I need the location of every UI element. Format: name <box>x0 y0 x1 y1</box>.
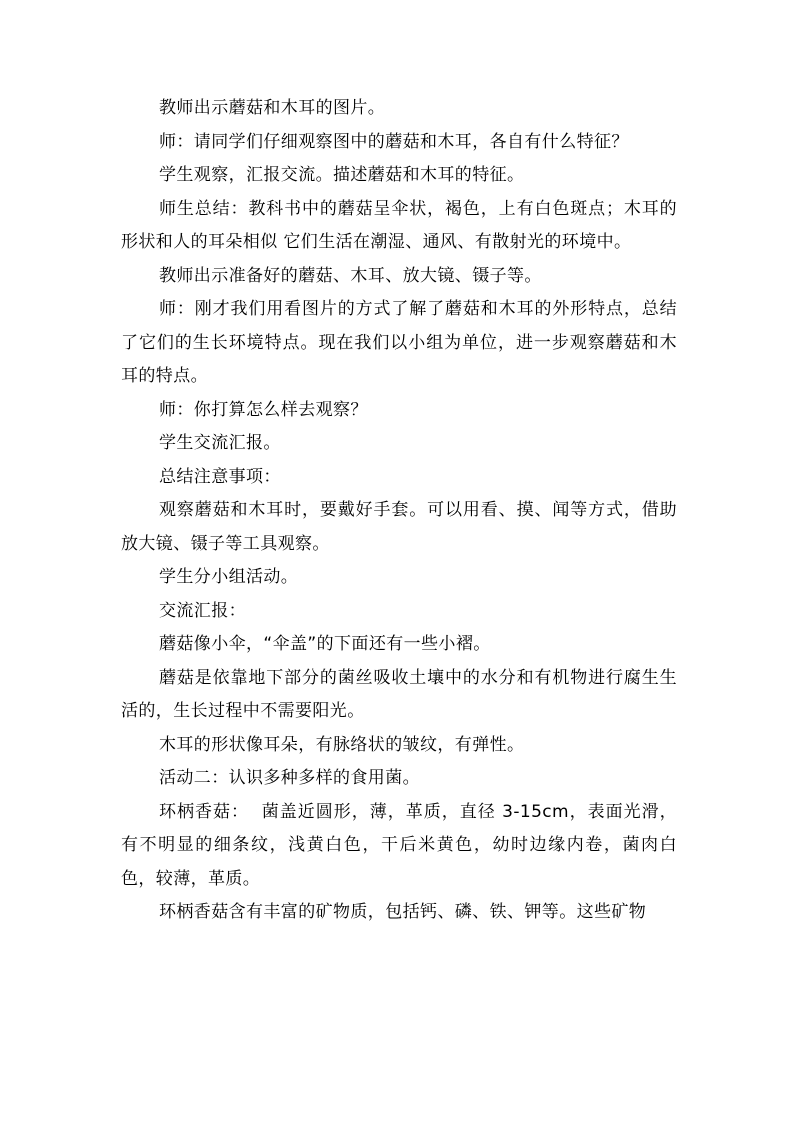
paragraph-summary: 师生总结：教科书中的蘑菇呈伞状，褐色，上有白色斑点；木耳的形状和人的耳朵相似 它们生活在潮湿、通风、有散射光的环境中。 <box>121 198 677 252</box>
paragraph-students-report: 学生交流汇报。 <box>159 433 281 453</box>
paragraph-fungus-shape: 木耳的形状像耳朵，有脉络状的皱纹，有弹性。 <box>159 734 525 755</box>
paragraph-materials: 教师出示准备好的蘑菇、木耳、放大镜、镊子等。 <box>159 265 542 286</box>
paragraph-precautions-heading: 总结注意事项： <box>159 466 281 487</box>
paragraph-group-observation: 师：刚才我们用看图片的方式了解了蘑菇和木耳的外形特点，总结了它们的生长环境特点。现在我们以小组为单位，进一步观察蘑菇和木耳的特点。 <box>121 299 677 386</box>
paragraph-activity-two: 活动二：认识多种多样的食用菌。 <box>159 768 420 788</box>
document-body <box>121 92 677 930</box>
paragraph-mushroom-shape: 蘑菇像小伞，“伞盖”的下面还有一些小褶。 <box>159 634 491 654</box>
paragraph-ring-stalk-mushroom-minerals: 环柄香菇含有丰富的矿物质，包括钙、磷、铁、钾等。这些矿物 <box>159 902 647 922</box>
paragraph-group-activity: 学生分小组活动。 <box>159 567 299 587</box>
paragraph-teacher-question: 师：请同学们仔细观察图中的蘑菇和木耳，各自有什么特征？ <box>159 131 629 152</box>
paragraph-precautions: 观察蘑菇和木耳时，要戴好手套。可以用看、摸、闻等方式，借助放大镜、镊子等工具观察。 <box>121 500 677 554</box>
paragraph-teacher-shows-pictures: 教师出示蘑菇和木耳的图片。 <box>159 98 386 118</box>
paragraph-report-heading: 交流汇报： <box>159 600 246 621</box>
paragraph-mushroom-nutrition: 蘑菇是依靠地下部分的菌丝吸收土壤中的水分和有机物进行腐生生活的，生长过程中不需要阳光。 <box>121 667 677 721</box>
paragraph-ring-stalk-mushroom-description: 环柄香菇： 菌盖近圆形，薄，革质，直径 3-15cm，表面光滑，有不明显的细条纹，浅黄白色，干后米黄色，幼时边缘内卷，菌肉白色，较薄，革质。 <box>121 801 677 889</box>
paragraph-students-observe: 学生观察，汇报交流。描述蘑菇和木耳的特征。 <box>159 165 525 185</box>
paragraph-how-to-observe: 师：你打算怎么样去观察？ <box>159 399 368 420</box>
